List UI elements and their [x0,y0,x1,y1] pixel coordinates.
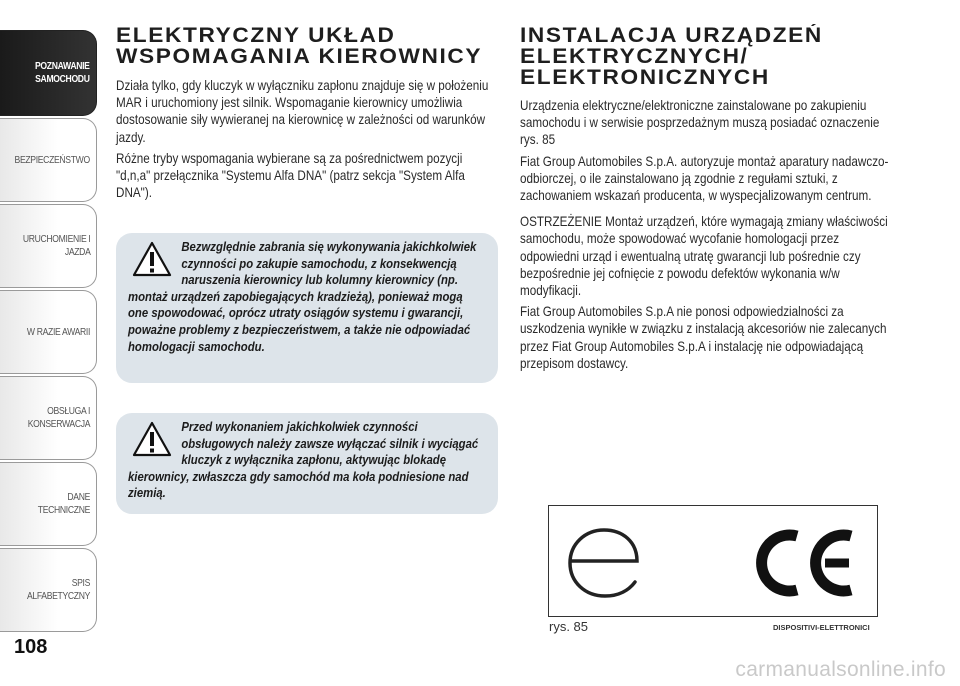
title-line: ELEKTRYCZNY UKŁAD [116,24,396,47]
warning-text-content: Bezwzględnie zabrania się wykonywania jakichkolwiek czynności po zakupie samochodu, z konsekwencją naruszenia kierownicy lub kolumny kierownicy (np. montaż urządzeń zapobiegających kradzieżą), ponieważ mogą one spowodować, oprócz utraty osiągów systemu i gwarancji, poważne problemy z bezpieczeństwem, a także nie odpowiadać homologacji samochodu. [128,239,477,354]
tab-w-razie-awarii[interactable] [0,290,97,374]
warning-text [128,239,485,355]
tab-dane-techniczne[interactable] [0,462,97,546]
figure-caption: rys. 85 [549,619,589,634]
section-title-electrical-devices [520,25,823,88]
tab-label: SPIS ALFABETYCZNY [26,577,90,602]
figure-code: DISPOSITIVI-ELETTRONICI [773,623,870,632]
warning-box-service-safety [116,413,498,514]
tab-bezpieczenstwo[interactable] [0,118,97,202]
tab-label: URUCHOMIENIE I JAZDA [22,233,90,258]
warning-text-content: Przed wykonaniem jakichkolwiek czynności obsługowych należy zawsze wyłączać silnik i wyciągać kluczyk z wyłącznika zapłonu, aktywując blokadę kierownicy, zwłaszcza gdy samochód ma koła podniesione nad ziemią. [128,419,479,501]
paragraph: Urządzenia elektryczne/elektroniczne zainstalowane po zakupieniu samochodu i w serwisie posprzedażnym muszą posiadać oznaczenie rys. 85 [520,98,880,148]
page-number: 108 [14,636,48,658]
title-line: ELEKTRYCZNYCH/ [520,45,749,68]
tab-label: DANE TECHNICZNE [37,491,90,516]
power-steering-body [116,77,494,205]
section-title-power-steering [116,25,482,67]
paragraph: Fiat Group Automobiles S.p.A. autoryzuje montaż aparatury nadawczo-odbiorczej, o ile zainstalowano ją zgodnie z regułami sztuki, z zachowaniem wskazań producenta, w wyspecjalizowanym centrum. [520,153,889,204]
paragraph: OSTRZEŻENIE Montaż urządzeń, które wymagają zmiany właściwości samochodu, może spowodować wycofanie homologacji przez odpowiedni urząd i ewentualną utratę gwarancji lub pośrednie czy bezpośrednie jej cofnięcie z powodu defektów wykonania w/w modyfikacji. [520,214,888,299]
tab-obsluga-i-konserwacja[interactable] [0,376,97,460]
tab-uruchomienie-i-jazda[interactable] [0,204,97,288]
e-mark-symbol [570,530,637,596]
figure-rys-85 [548,505,878,617]
tab-label: OBSŁUGA I KONSERWACJA [27,405,90,430]
warning-text [128,419,485,502]
paragraph: Fiat Group Automobiles S.p.A nie ponosi odpowiedzialności za uszkodzenia wynikłe w związku z instalacją akcesoriów nie zalecanych przez Fiat Group Automobiles S.p.A i instalację nie odpowiadającą przepisom dostawcy. [520,304,887,371]
ce-mark-symbol [762,535,851,591]
paragraph: Działa tylko, gdy kluczyk w wyłączniku zapłonu znajduje się w położeniu MAR i uruchomiony jest silnik. Wspomaganie kierownicy umożliwia dostosowanie siły wywieranej na kierownicę w zależności od warunków jazdy. [116,78,489,145]
title-line: ELEKTRONICZNYCH [520,66,770,89]
tab-spis-alfabetyczny[interactable] [0,548,97,632]
warning-box-steering-modification [116,233,498,383]
tab-poznawanie-samochodu[interactable] [0,30,97,116]
tab-label: W RAZIE AWARII [26,325,90,338]
paragraph: Różne tryby wspomagania wybierane są za pośrednictwem pozycji "d,n,a" przełącznika "Systemu Alfa DNA" (patrz sekcja "System Alfa DNA"). [116,150,465,201]
tab-label: POZNAWANIE SAMOCHODU [35,60,90,85]
title-line: WSPOMAGANIA KIEROWNICY [116,45,483,68]
electrical-devices-body [520,97,898,376]
watermark: carmanualsonline.info [735,658,946,681]
tab-label: BEZPIECZEŃSTWO [14,153,90,166]
certification-marks [549,506,877,616]
title-line: INSTALACJA URZĄDZEŃ [520,24,823,47]
